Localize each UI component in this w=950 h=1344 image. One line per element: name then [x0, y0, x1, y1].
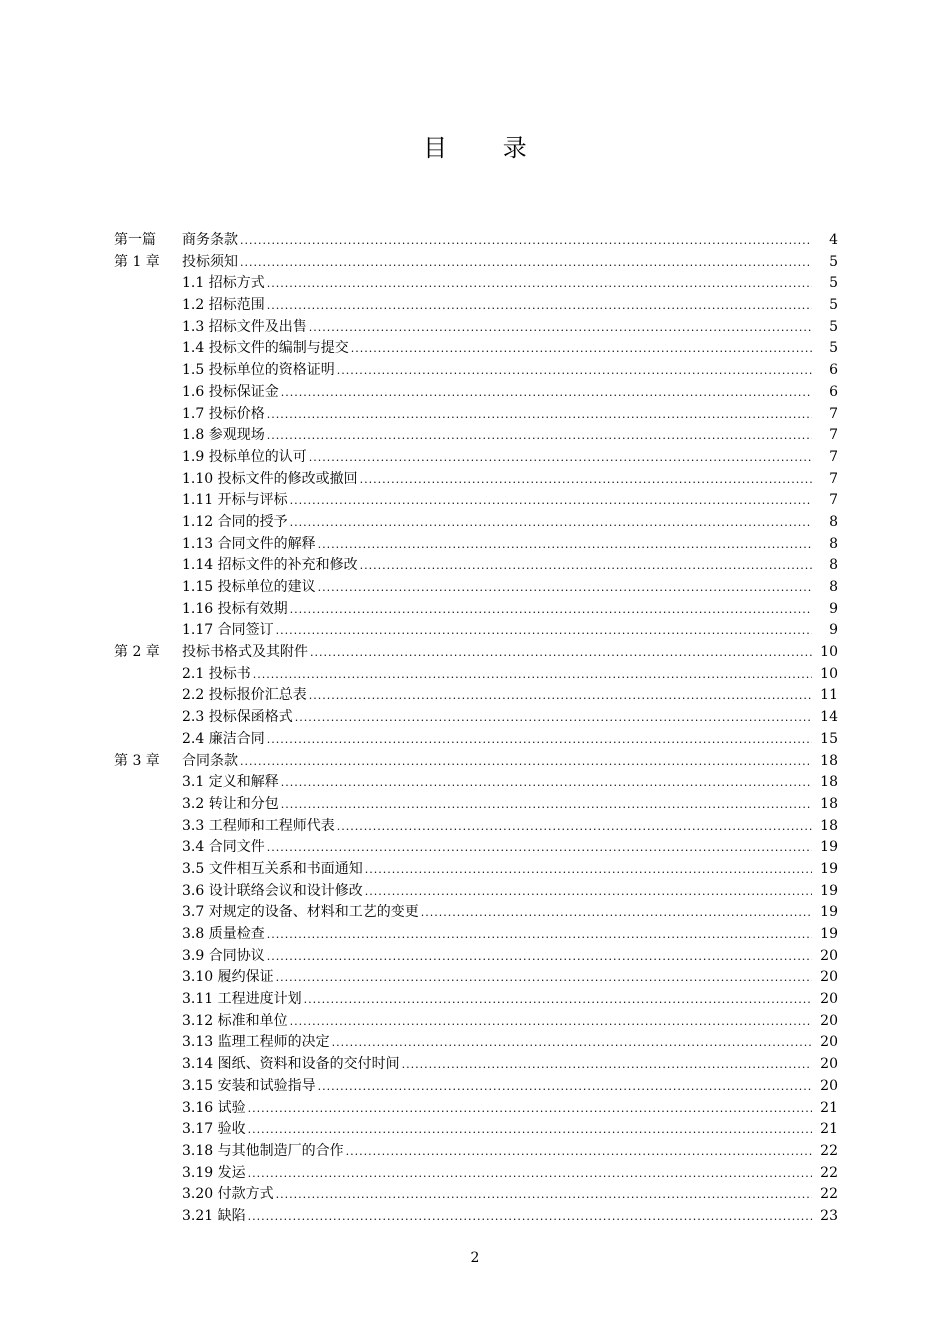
toc-leader-dots [267, 837, 812, 859]
toc-entry-title: 1.3 招标文件及出售 [182, 318, 307, 335]
toc-entry-page: 20 [820, 1034, 838, 1051]
toc-leader-dots [240, 252, 812, 274]
toc-entry [114, 555, 838, 577]
toc-entry [114, 382, 838, 404]
toc-entry-page: 4 [829, 232, 838, 248]
toc-entry [114, 295, 838, 317]
toc-entry-title: 1.7 投标价格 [182, 405, 265, 422]
toc-entry-title: 2.2 投标报价汇总表 [182, 687, 307, 704]
toc-leader-dots [421, 902, 812, 924]
toc-entry [114, 794, 838, 816]
toc-entry [114, 599, 838, 621]
toc-leader-dots [248, 1119, 812, 1141]
toc-entry-title: 1.14 招标文件的补充和修改 [182, 557, 358, 574]
toc-entry-page: 7 [829, 427, 838, 444]
toc-entry [114, 751, 838, 773]
toc-entry-title: 2.1 投标书 [182, 665, 251, 682]
toc-entry [114, 967, 838, 989]
toc-leader-dots [240, 230, 812, 252]
toc-leader-dots [290, 512, 812, 534]
toc-entry [114, 729, 838, 751]
toc-entry-page: 19 [820, 839, 838, 856]
toc-entry-page: 15 [820, 730, 838, 747]
toc-leader-dots [267, 273, 812, 295]
toc-entry-page: 19 [820, 882, 838, 899]
toc-entry-page: 20 [820, 1056, 838, 1073]
toc-entry [114, 859, 838, 881]
toc-entry [114, 772, 838, 794]
toc-entry-title: 3.11 工程进度计划 [182, 991, 302, 1008]
toc-entry-title: 3.16 试验 [182, 1099, 246, 1116]
toc-entry-page: 22 [820, 1186, 838, 1203]
toc-entry-page: 6 [829, 362, 838, 379]
toc-leader-dots [402, 1054, 812, 1076]
toc-leader-dots [337, 816, 812, 838]
toc-entry [114, 620, 838, 642]
toc-leader-dots [290, 1011, 812, 1033]
toc-leader-dots [346, 1141, 812, 1163]
toc-entry [114, 664, 838, 686]
toc-entry [114, 512, 838, 534]
toc-entry [114, 490, 838, 512]
toc-entry-chapter: 第 1 章 [114, 253, 160, 270]
toc-entry [114, 816, 838, 838]
toc-leader-dots [276, 1184, 812, 1206]
toc-entry-page: 20 [820, 991, 838, 1008]
toc-entry [114, 469, 838, 491]
toc-entry-title: 合同条款 [182, 752, 238, 769]
toc-entry-title: 1.4 投标文件的编制与提交 [182, 340, 349, 357]
toc-leader-dots [248, 1098, 812, 1120]
toc-leader-dots [295, 707, 812, 729]
toc-entry-title: 商务条款 [182, 232, 238, 248]
toc-entry [114, 534, 838, 556]
toc-entry-title: 1.5 投标单位的资格证明 [182, 362, 335, 379]
toc-entry-page: 14 [820, 709, 838, 726]
toc-entry-title: 3.17 验收 [182, 1121, 246, 1138]
toc-entry-page: 8 [829, 513, 838, 530]
toc-leader-dots [318, 1076, 812, 1098]
toc-entry-title: 1.6 投标保证金 [182, 383, 279, 400]
toc-leader-dots [267, 295, 812, 317]
toc-entry-title: 1.2 招标范围 [182, 297, 265, 314]
toc-entry [114, 1206, 838, 1228]
toc-entry [114, 1163, 838, 1185]
toc-entry [114, 273, 838, 295]
toc-entry-page: 20 [820, 969, 838, 986]
toc-entry-chapter: 第 2 章 [114, 644, 160, 661]
page-number: 2 [470, 1250, 480, 1266]
toc-leader-dots [248, 1163, 812, 1185]
toc-leader-dots [365, 859, 812, 881]
toc-entry-chapter: 第一篇 [114, 232, 156, 248]
toc-entry-title: 3.15 安装和试验指导 [182, 1077, 316, 1094]
toc-leader-dots [318, 534, 812, 556]
toc-entry-title: 1.11 开标与评标 [182, 492, 288, 509]
toc-entry-page: 8 [829, 579, 838, 595]
toc-entry-page: 18 [820, 817, 838, 834]
toc-entry-page: 10 [820, 644, 838, 661]
toc-entry-title: 投标须知 [182, 253, 238, 270]
toc-entry-title: 3.5 文件相互关系和书面通知 [182, 860, 363, 877]
toc-leader-dots [290, 490, 812, 512]
toc-entry-title: 1.10 投标文件的修改或撤回 [182, 470, 358, 487]
toc-entry [114, 577, 838, 599]
toc-entry-page: 21 [820, 1099, 838, 1116]
toc-entry-title: 3.1 定义和解释 [182, 774, 279, 791]
toc-entry [114, 642, 838, 664]
toc-entry-title: 1.17 合同签订 [182, 622, 274, 639]
toc-entry [114, 1076, 838, 1098]
toc-entry-title: 3.10 履约保证 [182, 969, 274, 986]
toc-entry-page: 21 [820, 1121, 838, 1138]
toc-entry [114, 1098, 838, 1120]
toc-leader-dots [309, 447, 812, 469]
toc-leader-dots [290, 599, 812, 621]
toc-leader-dots [309, 685, 812, 707]
toc-leader-dots [281, 382, 812, 404]
toc-entry-title: 1.9 投标单位的认可 [182, 448, 307, 465]
toc-entry [114, 989, 838, 1011]
toc-entry [114, 447, 838, 469]
toc-entry [114, 902, 838, 924]
toc-entry [114, 317, 838, 339]
toc-entry [114, 881, 838, 903]
toc-leader-dots [360, 469, 812, 491]
toc-entry-title: 3.6 设计联络会议和设计修改 [182, 882, 363, 899]
page-title: 目 录 [423, 134, 551, 162]
toc-entry [114, 707, 838, 729]
toc-entry-page: 22 [820, 1142, 838, 1159]
toc-entry-title: 3.21 缺陷 [182, 1207, 246, 1224]
toc-entry [114, 338, 838, 360]
toc-entry-title: 3.7 对规定的设备、材料和工艺的变更 [182, 904, 419, 921]
toc-entry-title: 1.16 投标有效期 [182, 600, 288, 617]
toc-entry-title: 3.9 合同协议 [182, 947, 265, 964]
toc-entry [114, 1032, 838, 1054]
toc-leader-dots [332, 1032, 812, 1054]
toc-entry-title: 3.13 监理工程师的决定 [182, 1034, 330, 1051]
toc-entry-title: 3.20 付款方式 [182, 1186, 274, 1203]
toc-leader-dots [267, 924, 812, 946]
toc-entry-page: 9 [829, 622, 838, 639]
toc-entry [114, 1184, 838, 1206]
toc-leader-dots [267, 425, 812, 447]
toc-entry-page: 20 [820, 947, 838, 964]
toc-entry-page: 7 [829, 448, 838, 465]
toc-entry [114, 1011, 838, 1033]
toc-leader-dots [318, 577, 812, 599]
toc-entry-page: 19 [820, 904, 838, 921]
toc-entry-title: 1.15 投标单位的建议 [182, 579, 316, 595]
toc-leader-dots [351, 338, 812, 360]
toc-entry [114, 1054, 838, 1076]
toc-entry-page: 6 [829, 383, 838, 400]
toc-entry-page: 20 [820, 1012, 838, 1029]
toc-entry [114, 837, 838, 859]
toc-entry-page: 11 [820, 687, 838, 704]
toc-entry [114, 252, 838, 274]
toc-leader-dots [276, 967, 812, 989]
toc-entry [114, 685, 838, 707]
toc-entry-page: 5 [829, 318, 838, 335]
toc-entry [114, 425, 838, 447]
toc-entry-page: 18 [820, 752, 838, 769]
toc-leader-dots [276, 620, 812, 642]
toc-entry-title: 3.2 转让和分包 [182, 795, 279, 812]
toc-entry [114, 1141, 838, 1163]
toc-entry-title: 1.8 参观现场 [182, 427, 265, 444]
toc-leader-dots [309, 317, 812, 339]
toc-entry-page: 8 [829, 557, 838, 574]
toc-entry-page: 7 [829, 492, 838, 509]
toc-entry-title: 3.3 工程师和工程师代表 [182, 817, 335, 834]
toc-leader-dots [337, 360, 812, 382]
toc-entry-title: 3.14 图纸、资料和设备的交付时间 [182, 1056, 400, 1073]
toc-entry [114, 404, 838, 426]
toc-leader-dots [365, 881, 812, 903]
toc-leader-dots [267, 404, 812, 426]
toc-entry-page: 19 [820, 926, 838, 942]
toc-entry-page: 5 [829, 253, 838, 270]
toc-leader-dots [253, 664, 812, 686]
toc-entry-title: 3.4 合同文件 [182, 839, 265, 856]
toc-entry-title: 2.4 廉洁合同 [182, 730, 265, 747]
toc-entry-title: 3.12 标准和单位 [182, 1012, 288, 1029]
toc-entry-page: 5 [829, 275, 838, 292]
toc-entry-page: 18 [820, 795, 838, 812]
toc-leader-dots [267, 946, 812, 968]
toc-entry-page: 10 [820, 665, 838, 682]
toc-entry-page: 19 [820, 860, 838, 877]
toc-entry-title: 1.12 合同的授予 [182, 513, 288, 530]
toc-entry-page: 23 [820, 1207, 838, 1224]
toc-entry-title: 2.3 投标保函格式 [182, 709, 293, 726]
toc-leader-dots [281, 772, 812, 794]
toc-entry-page: 20 [820, 1077, 838, 1094]
toc-entry-page: 5 [829, 340, 838, 357]
toc-entry-title: 投标书格式及其附件 [182, 644, 308, 661]
toc-entry-title: 3.8 质量检查 [182, 926, 265, 942]
toc-leader-dots [248, 1206, 812, 1228]
toc-entry-title: 1.13 合同文件的解释 [182, 535, 316, 552]
toc-leader-dots [304, 989, 812, 1011]
toc-entry-title: 1.1 招标方式 [182, 275, 265, 292]
toc-entry [114, 230, 838, 252]
toc-leader-dots [240, 751, 812, 773]
toc-leader-dots [310, 642, 812, 664]
toc-leader-dots [267, 729, 812, 751]
toc-entry-page: 22 [820, 1164, 838, 1181]
toc-entry-page: 8 [829, 535, 838, 552]
toc-entry [114, 1119, 838, 1141]
toc-entry-page: 7 [829, 470, 838, 487]
toc-entry-title: 3.18 与其他制造厂的合作 [182, 1142, 344, 1159]
toc-entry-page: 9 [829, 600, 838, 617]
toc-leader-dots [281, 794, 812, 816]
toc-entry-chapter: 第 3 章 [114, 752, 160, 769]
toc-entry-page: 5 [829, 297, 838, 314]
table-of-contents [114, 230, 838, 1228]
toc-entry-page: 18 [820, 774, 838, 791]
toc-entry [114, 360, 838, 382]
toc-leader-dots [360, 555, 812, 577]
toc-entry-page: 7 [829, 405, 838, 422]
toc-entry [114, 946, 838, 968]
toc-entry [114, 924, 838, 946]
toc-entry-title: 3.19 发运 [182, 1164, 246, 1181]
